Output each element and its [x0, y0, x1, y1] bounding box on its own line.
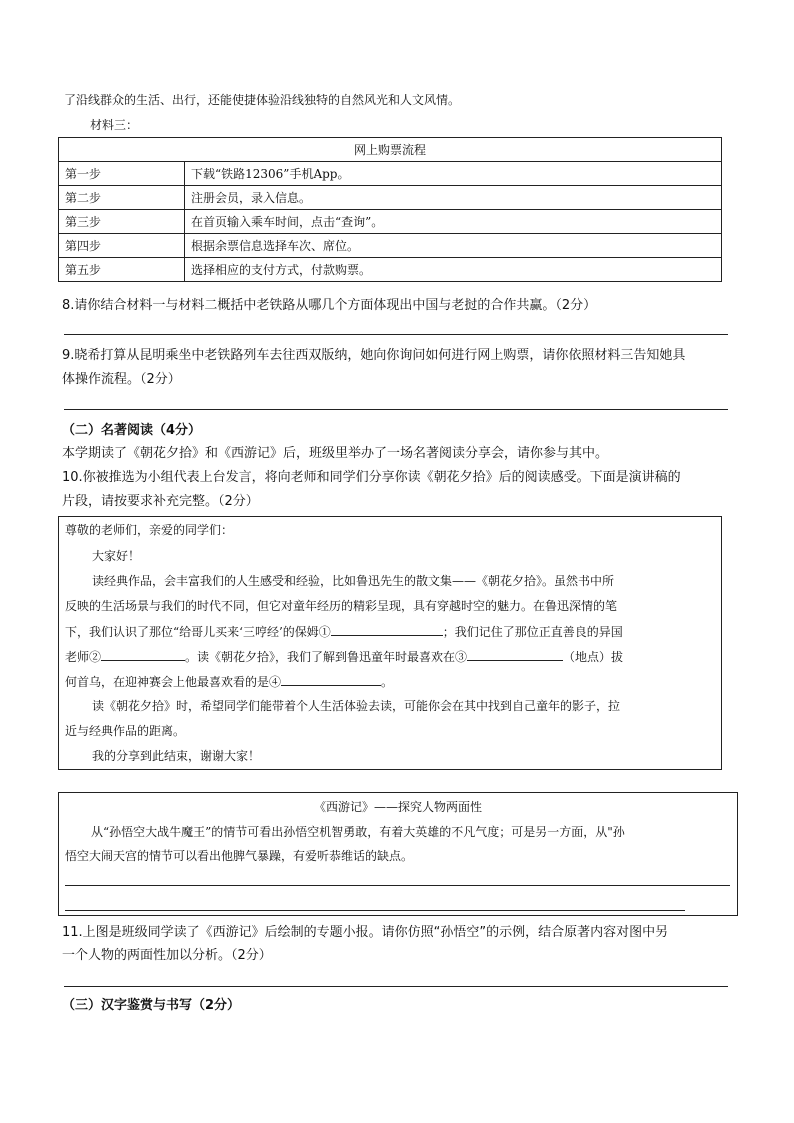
- speech-closing: 我的分享到此结束，谢谢大家！: [92, 749, 261, 763]
- blank-3[interactable]: [467, 646, 563, 661]
- step-label: 第一步: [59, 162, 185, 186]
- answer-line-q11[interactable]: [64, 986, 728, 987]
- ticket-flow-table: [58, 137, 722, 282]
- blank-4[interactable]: [281, 671, 381, 686]
- table-title: 网上购票流程: [59, 138, 722, 162]
- question-11-line2: 一个人物的两面性加以分析。（2分）: [62, 948, 272, 963]
- table-row: [59, 186, 722, 210]
- speech-text: 。读《朝花夕拾》，我们了解到鲁迅童年时最喜欢在③: [185, 650, 468, 664]
- blank-2[interactable]: [101, 646, 185, 661]
- intro-line: 了沿线群众的生活、出行，还能使捷体验沿线独特的自然风光和人文风情。: [64, 93, 461, 107]
- answer-line-q9[interactable]: [64, 409, 728, 410]
- material3-label: 材料三：: [90, 118, 139, 132]
- question-10-line1: 10.你被推选为小组代表上台发言，将向老师和同学们分享你读《朝花夕拾》后的阅读感受。下面是演讲稿的: [62, 470, 681, 485]
- answer-line-q8[interactable]: [64, 334, 728, 335]
- step-label: 第三步: [59, 210, 185, 234]
- speech-text: 。: [381, 675, 394, 689]
- speech-p2-line1: 读《朝花夕拾》时，希望同学们能带着个人生活体验去读，可能你会在其中找到自己童年的影子，拉: [92, 699, 621, 713]
- step-label: 第四步: [59, 234, 185, 258]
- question-9-line2: 体操作流程。（2分）: [62, 372, 181, 387]
- speech-p1-line5: [65, 671, 393, 692]
- speech-text: 老师②: [65, 650, 102, 664]
- report-answer-line-2[interactable]: [65, 910, 685, 911]
- question-9-line1: 9.晓希打算从昆明乘坐中老铁路列车去往西双版纳，她向你询问如何进行网上购票，请你依照材料三告知她具: [62, 348, 686, 363]
- speech-p1-line2: 反映的生活场景与我们的时代不同，但它对童年经历的精彩呈现，具有穿越时空的魅力。在鲁迅深情的笔: [65, 599, 618, 613]
- report-title: 《西游记》——探究人物两面性: [313, 800, 482, 814]
- section2-intro: 本学期读了《朝花夕拾》和《西游记》后，班级里举办了一场名著阅读分享会，请你参与其中。: [62, 446, 609, 461]
- speech-p1-line4: [65, 646, 623, 667]
- speech-greeting: 尊敬的老师们，亲爱的同学们：: [65, 523, 234, 537]
- step-desc: 选择相应的支付方式，付款购票。: [185, 258, 722, 282]
- table-row: [59, 234, 722, 258]
- step-desc: 根据余票信息选择车次、席位。: [185, 234, 722, 258]
- step-desc: 下载“铁路12306”手机App。: [185, 162, 722, 186]
- question-8: 8.请你结合材料一与材料二概括中老铁路从哪几个方面体现出中国与老挝的合作共赢。（2分）: [62, 298, 597, 313]
- report-line1: 从“孙悟空大战牛魔王”的情节可看出孙悟空机智勇敢，有着大英雄的不凡气度；可是另一方面，从"孙: [91, 825, 625, 839]
- report-line2: 悟空大闹天宫的情节可以看出他脾气暴躁，有爱听恭维话的缺点。: [65, 849, 414, 863]
- speech-p1-line3: [65, 621, 623, 642]
- section2-heading: （二）名著阅读（4分）: [62, 423, 202, 438]
- step-label: 第五步: [59, 258, 185, 282]
- blank-1[interactable]: [331, 621, 443, 636]
- table-title-row: [59, 138, 722, 162]
- speech-text: ；我们记住了那位正直善良的异国: [442, 625, 623, 639]
- question-11-line1: 11.上图是班级同学读了《西游记》后绘制的专题小报。请你仿照“孙悟空”的示例，结合原著内容对图中另: [62, 925, 669, 940]
- speech-p1-line1: 读经典作品，会丰富我们的人生感受和经验，比如鲁迅先生的散文集——《朝花夕拾》。虽然书中所: [92, 574, 615, 588]
- report-box: [58, 792, 738, 916]
- speech-text: 下，我们认识了那位“给哥儿买来‘三哼经’的保姆①: [65, 625, 331, 639]
- step-desc: 注册会员，录入信息。: [185, 186, 722, 210]
- speech-text: 何首乌，在迎神赛会上他最喜欢看的是④: [65, 675, 282, 689]
- table-row: [59, 210, 722, 234]
- step-desc: 在首页输入乘车时间，点击“查询”。: [185, 210, 722, 234]
- speech-text: （地点）拔: [563, 650, 624, 664]
- table-row: [59, 258, 722, 282]
- speech-box: [58, 516, 722, 770]
- speech-hello: 大家好！: [92, 549, 141, 563]
- report-answer-line-1[interactable]: [65, 885, 730, 886]
- section3-heading: （三）汉字鉴赏与书写（2分）: [62, 998, 241, 1013]
- table-row: [59, 162, 722, 186]
- question-10-line2: 片段，请按要求补充完整。（2分）: [62, 494, 259, 509]
- step-label: 第二步: [59, 186, 185, 210]
- speech-p2-line2: 近与经典作品的距离。: [65, 724, 186, 738]
